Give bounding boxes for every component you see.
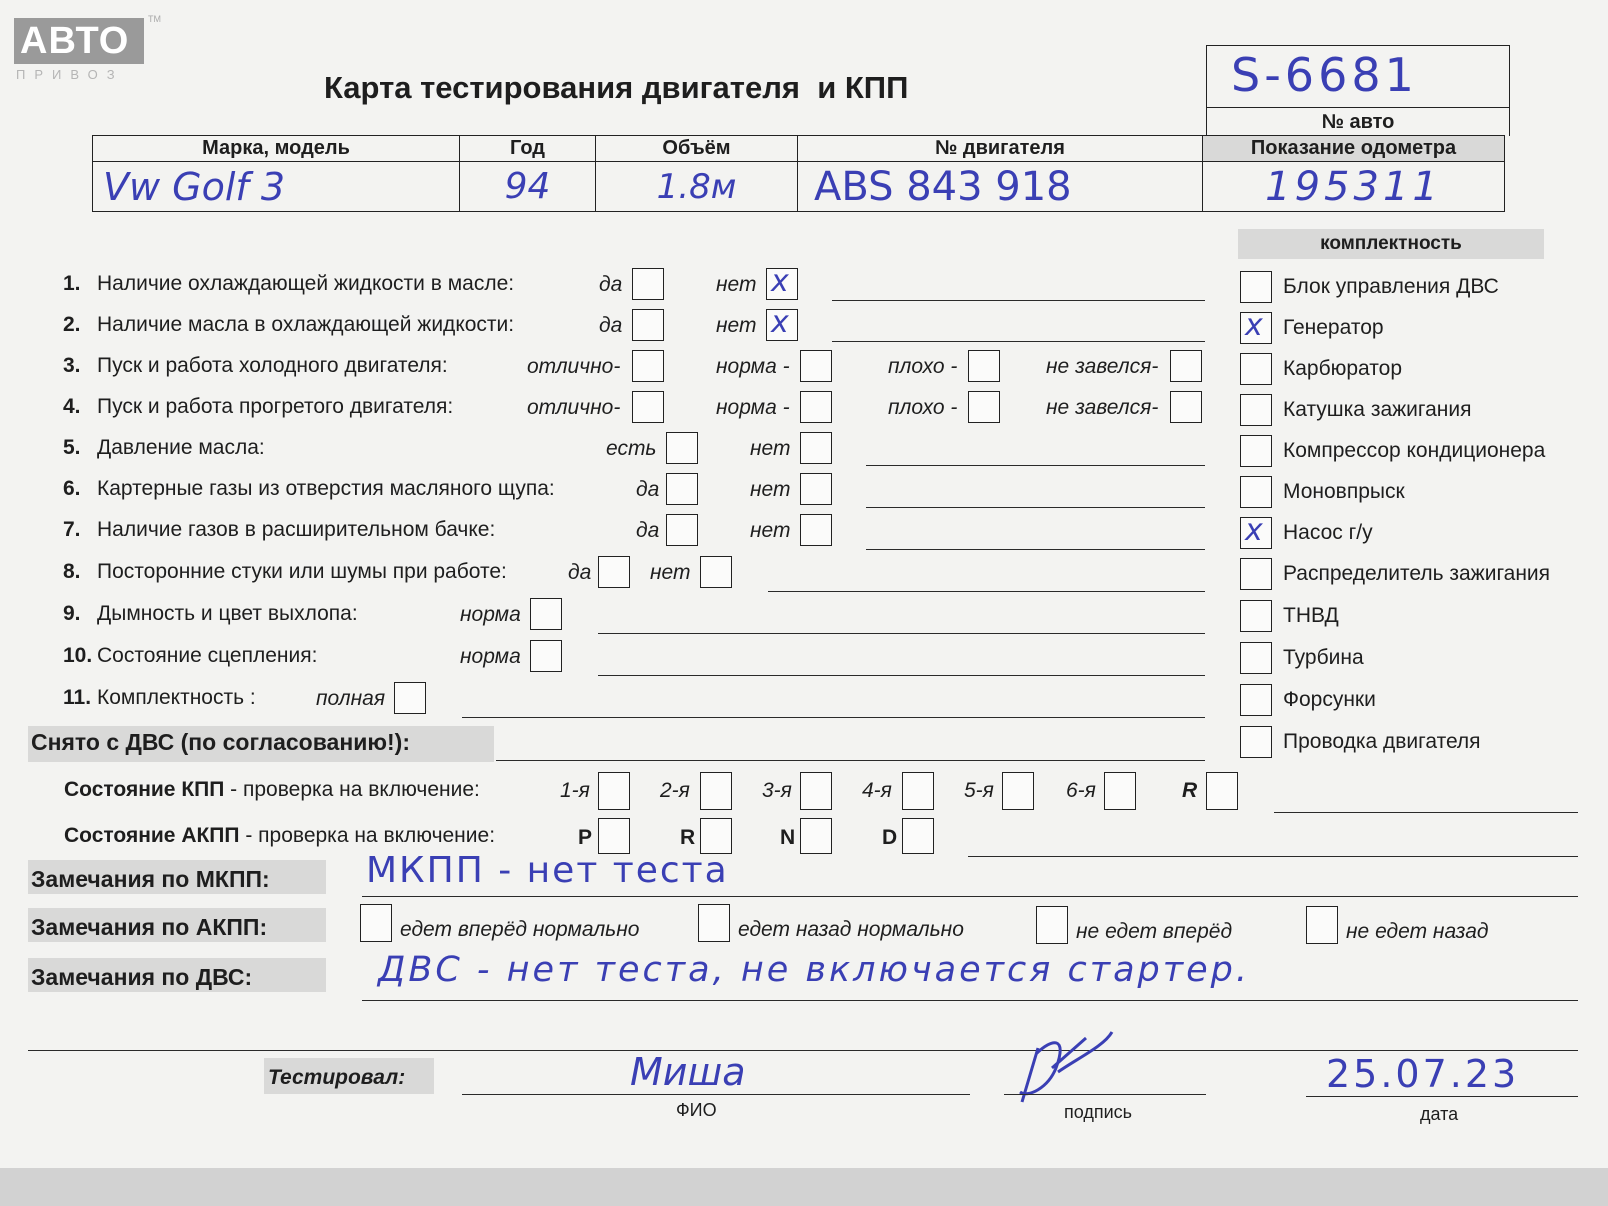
check-1-yes-box[interactable] xyxy=(632,268,664,300)
logo-tm: TM xyxy=(148,14,161,24)
check-7-line xyxy=(866,549,1205,550)
completeness-box-11[interactable] xyxy=(1240,726,1272,758)
check-4-excellent-box[interactable] xyxy=(632,391,664,423)
check-11-line xyxy=(462,717,1205,718)
kpp-gear-4: 4-я xyxy=(862,779,892,802)
car-number-value: S-6681 xyxy=(1231,48,1418,102)
check-3-opt-normal: норма - xyxy=(716,355,790,378)
check-11-num: 11. xyxy=(63,686,92,709)
completeness-box-5[interactable] xyxy=(1240,476,1272,508)
completeness-box-0[interactable] xyxy=(1240,271,1272,303)
kpp-gear-5-box[interactable] xyxy=(1002,772,1034,810)
check-5-line xyxy=(866,465,1205,466)
check-8-opt-no: нет xyxy=(650,561,691,584)
akpp-reverse-ok: едет назад нормально xyxy=(738,918,964,941)
completeness-box-10[interactable] xyxy=(1240,684,1272,716)
check-5-label: Давление масла: xyxy=(97,436,265,459)
check-6-num: 6. xyxy=(63,477,81,500)
akpp-no-reverse-box[interactable] xyxy=(1306,906,1338,944)
date-caption: дата xyxy=(1420,1104,1459,1124)
check-9-num: 9. xyxy=(63,602,81,625)
completeness-item-11: Проводка двигателя xyxy=(1283,730,1481,753)
check-2-opt-no: нет xyxy=(716,314,757,337)
akpp-no-forward-box[interactable] xyxy=(1036,906,1068,944)
header-col-volume: Объём xyxy=(596,136,798,162)
check-3-opt-nostart: не завелся- xyxy=(1046,355,1159,378)
check-3-bad-box[interactable] xyxy=(968,350,1000,382)
tested-name-value: Миша xyxy=(630,1050,746,1094)
completeness-box-7[interactable] xyxy=(1240,558,1272,590)
akpp-mode-d-box[interactable] xyxy=(902,818,934,854)
check-4-num: 4. xyxy=(63,395,81,418)
check-7-opt-no: нет xyxy=(750,519,791,542)
check-5-no-box[interactable] xyxy=(800,432,832,464)
check-4-opt-excellent: отлично- xyxy=(527,396,621,419)
akpp-label-bold: Состояние АКПП xyxy=(64,824,240,847)
akpp-forward-ok-box[interactable] xyxy=(360,904,392,942)
check-1-num: 1. xyxy=(63,272,81,295)
value-engine-number: ABS 843 918 xyxy=(814,163,1072,210)
remarks-dvs-line xyxy=(362,1000,1578,1001)
check-9-line xyxy=(598,633,1205,634)
check-11-opt-full: полная xyxy=(316,687,386,710)
check-4-opt-bad: плохо - xyxy=(888,396,958,419)
value-year: 94 xyxy=(504,166,551,207)
akpp-forward-ok: едет вперёд нормально xyxy=(400,918,640,941)
check-6-opt-no: нет xyxy=(750,478,791,501)
completeness-item-5: Моновпрыск xyxy=(1283,480,1405,503)
completeness-item-6: Насос г/у xyxy=(1283,521,1373,544)
akpp-reverse-ok-box[interactable] xyxy=(698,904,730,942)
remarks-mkpp-label: Замечания по МКПП: xyxy=(31,866,270,892)
check-11-label: Комплектность : xyxy=(97,686,256,709)
signature-caption: подпись xyxy=(1064,1102,1133,1122)
check-1-opt-yes: да xyxy=(599,273,623,296)
kpp-gear-6-box[interactable] xyxy=(1104,772,1136,810)
completeness-item-7: Распределитель зажигания xyxy=(1283,562,1551,585)
logo xyxy=(14,18,144,64)
check-9-label: Дымность и цвет выхлопа: xyxy=(97,602,358,625)
kpp-gear-1: 1-я xyxy=(560,779,590,802)
akpp-line xyxy=(968,856,1578,857)
check-7-opt-yes: да xyxy=(636,519,660,542)
akpp-mode-n-box[interactable] xyxy=(800,818,832,854)
logo-text: АВТО xyxy=(20,20,130,62)
remarks-dvs-value: ДВС - нет теста, не включается стартер. xyxy=(378,950,1251,990)
page-title: Карта тестирования двигателя и КПП xyxy=(324,70,909,105)
date-value: 25.07.23 xyxy=(1326,1052,1520,1096)
akpp-mode-r: R xyxy=(680,826,696,849)
kpp-line xyxy=(1274,812,1578,813)
completeness-box-2[interactable] xyxy=(1240,353,1272,385)
completeness-item-10: Форсунки xyxy=(1283,688,1376,711)
check-5-opt-no: нет xyxy=(750,437,791,460)
completeness-box-9[interactable] xyxy=(1240,642,1272,674)
completeness-title: комплектность xyxy=(1238,229,1544,259)
check-3-num: 3. xyxy=(63,354,81,377)
check-2-opt-yes: да xyxy=(599,314,623,337)
name-caption: ФИО xyxy=(676,1100,717,1120)
completeness-item-1: Генератор xyxy=(1283,316,1384,339)
kpp-gear-5: 5-я xyxy=(964,779,994,802)
check-7-label: Наличие газов в расширительном бачке: xyxy=(97,518,496,541)
vehicle-header-table xyxy=(92,135,1505,212)
check-4-nostart-box[interactable] xyxy=(1170,391,1202,423)
value-odometer: 195311 xyxy=(1265,163,1442,210)
bottom-edge xyxy=(0,1168,1608,1206)
check-8-line xyxy=(768,591,1205,592)
akpp-mode-p-box[interactable] xyxy=(598,818,630,854)
check-7-num: 7. xyxy=(63,518,81,541)
check-6-label: Картерные газы из отверстия масляного щупа: xyxy=(97,477,555,500)
remarks-extra-line xyxy=(28,1050,1578,1051)
kpp-gear-4-box[interactable] xyxy=(902,772,934,810)
value-volume: 1.8м xyxy=(656,166,737,207)
check-3-normal-box[interactable] xyxy=(800,350,832,382)
header-col-engine: № двигателя xyxy=(798,136,1203,162)
check-8-label: Посторонние стуки или шумы при работе: xyxy=(97,560,507,583)
check-4-bad-box[interactable] xyxy=(968,391,1000,423)
check-3-nostart-box[interactable] xyxy=(1170,350,1202,382)
check-6-yes-box[interactable] xyxy=(666,473,698,505)
check-10-num: 10. xyxy=(63,644,93,667)
akpp-label-rest: - проверка на включение: xyxy=(239,824,496,847)
remarks-mkpp-value: МКПП - нет теста xyxy=(366,850,729,891)
check-3-excellent-box[interactable] xyxy=(632,350,664,382)
check-6-no-box[interactable] xyxy=(800,473,832,505)
date-line xyxy=(1306,1096,1578,1097)
check-8-yes-box[interactable] xyxy=(598,556,630,588)
check-5-num: 5. xyxy=(63,436,81,459)
check-2-line xyxy=(832,341,1205,342)
kpp-gear-3-box[interactable] xyxy=(800,772,832,810)
completeness-box-1[interactable] xyxy=(1240,308,1272,344)
completeness-box-6[interactable] xyxy=(1240,513,1272,549)
header-col-model: Марка, модель xyxy=(93,136,460,162)
check-9-opt-normal: норма xyxy=(460,603,521,626)
check-2-label: Наличие масла в охлаждающей жидкости: xyxy=(97,313,515,336)
name-line xyxy=(462,1094,970,1095)
header-col-year: Год xyxy=(460,136,596,162)
value-model: Vw Golf 3 xyxy=(103,164,286,209)
check-mark: x xyxy=(1245,308,1263,343)
car-number-box xyxy=(1206,45,1510,107)
remarks-akpp-label: Замечания по АКПП: xyxy=(31,914,268,940)
completeness-box-8[interactable] xyxy=(1240,600,1272,632)
akpp-label xyxy=(64,824,495,848)
check-3-opt-bad: плохо - xyxy=(888,355,958,378)
check-1-no-box[interactable] xyxy=(766,264,798,300)
akpp-mode-n: N xyxy=(780,826,796,849)
check-8-no-box[interactable] xyxy=(700,556,732,588)
check-2-yes-box[interactable] xyxy=(632,309,664,341)
kpp-gear-2-box[interactable] xyxy=(700,772,732,810)
check-4-opt-nostart: не завелся- xyxy=(1046,396,1159,419)
removed-label: Снято с ДВС (по согласованию!): xyxy=(31,729,410,755)
akpp-no-forward: не едет вперёд xyxy=(1076,920,1233,943)
signature-line xyxy=(1004,1094,1206,1095)
check-1-opt-no: нет xyxy=(716,273,757,296)
remarks-dvs-label: Замечания по ДВС: xyxy=(31,964,253,990)
completeness-item-8: ТНВД xyxy=(1283,604,1339,627)
check-1-line xyxy=(832,300,1205,301)
akpp-mode-r-box[interactable] xyxy=(700,818,732,854)
kpp-gear-1-box[interactable] xyxy=(598,772,630,810)
removed-line xyxy=(496,760,1205,761)
check-10-opt-normal: норма xyxy=(460,645,521,668)
completeness-item-4: Компрессор кондиционера xyxy=(1283,439,1546,462)
check-6-opt-yes: да xyxy=(636,478,660,501)
check-10-normal-box[interactable] xyxy=(530,640,562,672)
check-5-yes-box[interactable] xyxy=(666,432,698,464)
check-10-line xyxy=(598,675,1205,676)
kpp-label-bold: Состояние КПП xyxy=(64,778,225,801)
check-7-yes-box[interactable] xyxy=(666,514,698,546)
check-4-opt-normal: норма - xyxy=(716,396,790,419)
check-7-no-box[interactable] xyxy=(800,514,832,546)
check-mark: x xyxy=(1245,513,1263,548)
akpp-no-reverse: не едет назад xyxy=(1346,920,1489,943)
tested-label: Тестировал: xyxy=(268,1066,406,1089)
akpp-mode-p: P xyxy=(578,826,593,849)
check-2-no-box[interactable] xyxy=(766,305,798,341)
completeness-box-4[interactable] xyxy=(1240,435,1272,467)
completeness-item-2: Карбюратор xyxy=(1283,357,1403,380)
check-3-opt-excellent: отлично- xyxy=(527,355,621,378)
check-mark: x xyxy=(771,305,789,340)
check-1-label: Наличие охлаждающей жидкости в масле: xyxy=(97,272,515,295)
kpp-gear-3: 3-я xyxy=(762,779,792,802)
check-9-normal-box[interactable] xyxy=(530,598,562,630)
check-8-opt-yes: да xyxy=(568,561,592,584)
kpp-gear-6: 6-я xyxy=(1066,779,1096,802)
car-number-label: № авто xyxy=(1206,107,1510,136)
kpp-gear-r-box[interactable] xyxy=(1206,772,1238,810)
signature xyxy=(1008,1028,1118,1110)
kpp-label xyxy=(64,778,480,802)
completeness-item-9: Турбина xyxy=(1283,646,1364,669)
completeness-item-3: Катушка зажигания xyxy=(1283,398,1472,421)
check-5-opt-yes: есть xyxy=(606,437,657,460)
kpp-gear-r: R xyxy=(1182,779,1198,802)
check-11-full-box[interactable] xyxy=(394,682,426,714)
completeness-box-3[interactable] xyxy=(1240,394,1272,426)
kpp-label-rest: - проверка на включение: xyxy=(224,778,480,801)
akpp-mode-d: D xyxy=(882,826,898,849)
header-col-odometer: Показание одометра xyxy=(1203,136,1505,162)
completeness-item-0: Блок управления ДВС xyxy=(1283,275,1499,298)
check-3-label: Пуск и работа холодного двигателя: xyxy=(97,354,448,377)
check-6-line xyxy=(866,507,1205,508)
remarks-mkpp-line xyxy=(362,896,1578,897)
check-10-label: Состояние сцепления: xyxy=(97,644,318,667)
logo-sub: ПРИВОЗ xyxy=(16,67,124,82)
check-2-num: 2. xyxy=(63,313,81,336)
check-mark: x xyxy=(771,264,789,299)
check-4-label: Пуск и работа прогретого двигателя: xyxy=(97,395,454,418)
check-4-normal-box[interactable] xyxy=(800,391,832,423)
check-8-num: 8. xyxy=(63,560,81,583)
kpp-gear-2: 2-я xyxy=(660,779,690,802)
